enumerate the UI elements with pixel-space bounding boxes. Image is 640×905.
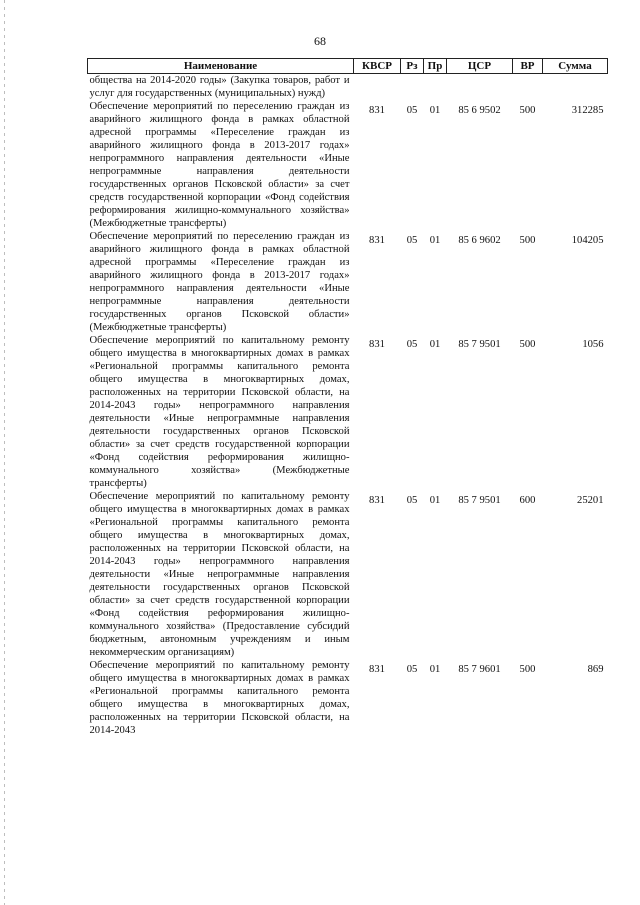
row-csr: 85 6 9502 <box>458 105 501 116</box>
row-pr: 01 <box>429 235 441 246</box>
scan-edge-mark <box>4 0 5 905</box>
header-name: Наименование <box>88 59 354 74</box>
row-rz: 05 <box>406 339 418 350</box>
row-rz: 05 <box>406 235 418 246</box>
row-pr: 01 <box>429 105 441 116</box>
table-row <box>88 74 608 101</box>
row-pr: 01 <box>429 339 441 350</box>
row-pr <box>424 74 447 101</box>
row-sum: 869 <box>587 664 604 675</box>
row-csr: 85 7 9601 <box>458 664 501 675</box>
row-vr <box>513 74 543 101</box>
row-kvsr <box>354 74 401 101</box>
row-name: Обеспечение мероприятий по переселению граждан из аварийного жилищного фонда в рамках областной адресной программы «Переселение граждан из аварийного жилищного фонда в 2013-2017 годах» непрограммного направления деятельности «Иные непрограммные направления деятельности государственных органов Псковской области» (Межбюджетные трансферты) <box>89 231 350 333</box>
row-sum: 1056 <box>582 339 604 350</box>
page-number: 68 <box>314 34 326 48</box>
row-rz: 05 <box>406 105 418 116</box>
table-row <box>88 659 608 737</box>
row-name: Обеспечение мероприятий по капитальному ремонту общего имущества в многоквартирных домах в рамках «Региональной программы капитального ремонта общего имущества в многоквартирных домах, расположенных на территории Псковской области, на 2014-2043 годы» непрограммного направления деятельности «Иные непрограммные направления деятельности государственных органов Псковской области» за счет средств государственной корпорации «Фонд содействия реформирования жилищно-коммунального хозяйства» (Межбюджетные трансферты) <box>89 335 350 489</box>
row-pr: 01 <box>429 495 441 506</box>
row-csr: 85 6 9602 <box>458 235 501 246</box>
table-row <box>88 490 608 659</box>
row-vr: 500 <box>519 105 536 116</box>
header-rz: Рз <box>401 59 424 74</box>
row-csr <box>447 74 513 101</box>
row-vr: 500 <box>519 235 536 246</box>
row-rz <box>401 74 424 101</box>
row-csr: 85 7 9501 <box>458 495 501 506</box>
table-row <box>88 230 608 334</box>
header-kvsr: КВСР <box>354 59 401 74</box>
row-sum: 104205 <box>571 235 604 246</box>
row-sum: 25201 <box>577 495 604 506</box>
row-kvsr: 831 <box>369 664 385 675</box>
row-pr: 01 <box>429 664 441 675</box>
row-name: Обеспечение мероприятий по переселению граждан из аварийного жилищного фонда в рамках областной адресной программы «Переселение граждан из аварийного жилищного фонда в 2013-2017 годах» непрограммного направления деятельности «Иные непрограммные направления деятельности государственных органов Псковской области» за счет средств государственной корпорации «Фонд содействия реформирования жилищно-коммунального хозяйства» (Межбюджетные трансферты) <box>89 101 350 229</box>
row-kvsr: 831 <box>369 235 385 246</box>
header-vr: ВР <box>513 59 543 74</box>
row-csr: 85 7 9501 <box>458 339 501 350</box>
row-name: Обеспечение мероприятий по капитальному ремонту общего имущества в многоквартирных домах в рамках «Региональной программы капитального ремонта общего имущества в многоквартирных домах, расположенных на территории Псковской области, на 2014-2043 <box>89 660 350 736</box>
row-rz: 05 <box>406 664 418 675</box>
table-row <box>88 334 608 490</box>
row-sum: 312285 <box>571 105 604 116</box>
row-vr: 500 <box>519 664 536 675</box>
row-name: Обеспечение мероприятий по капитальному ремонту общего имущества в многоквартирных домах в рамках «Региональной программы капитального ремонта общего имущества в многоквартирных домах, расположенных на территории Псковской области, на 2014-2043 годы» непрограммного направления деятельности «Иные непрограммные направления деятельности государственных органов Псковской области» за счет средств государственной корпорации «Фонд содействия реформирования жилищно-коммунального хозяйства» (Предоставление субсидий бюджетным, автономным учреждениям и иным некоммерческим организациям) <box>89 491 350 658</box>
header-csr: ЦСР <box>447 59 513 74</box>
row-rz: 05 <box>406 495 418 506</box>
budget-table <box>87 58 608 737</box>
row-vr: 600 <box>519 495 536 506</box>
table-row <box>88 100 608 230</box>
row-name: общества на 2014-2020 годы» (Закупка товаров, работ и услуг для государственных (муниципальных) нужд) <box>88 74 354 101</box>
row-sum <box>543 74 608 101</box>
table-header <box>88 59 608 74</box>
row-kvsr: 831 <box>369 495 385 506</box>
header-pr: Пр <box>424 59 447 74</box>
row-vr: 500 <box>519 339 536 350</box>
row-kvsr: 831 <box>369 105 385 116</box>
header-sum: Сумма <box>543 59 608 74</box>
row-kvsr: 831 <box>369 339 385 350</box>
